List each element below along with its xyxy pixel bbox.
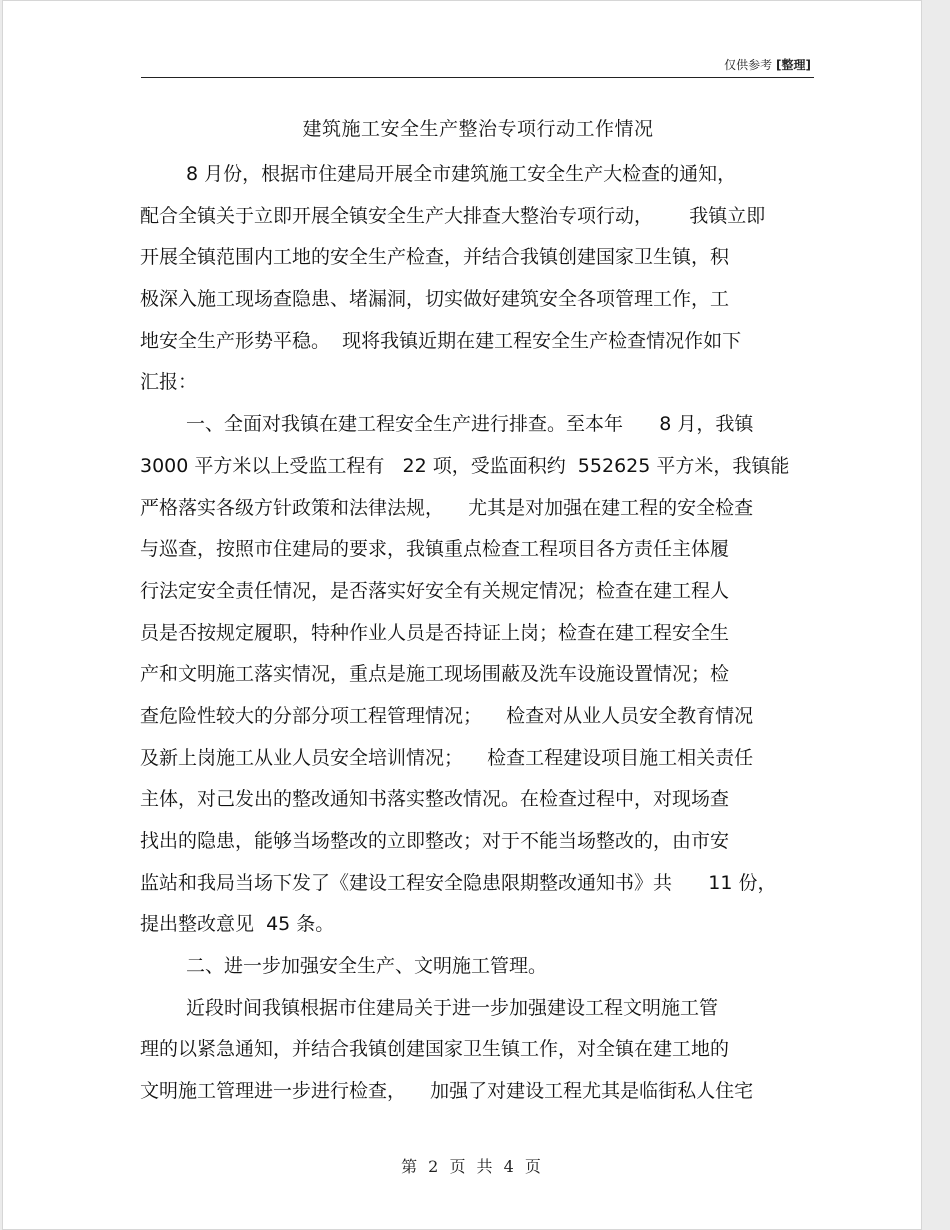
body-line: 员是否按规定履职，特种作业人员是否持证上岗；检查在建工程安全生 (140, 621, 730, 644)
body-line: 3000 平方米以上受监工程有 22 项，受监面积约 552625 平方米，我镇能 (140, 454, 790, 477)
body-line: 配合全镇关于立即开展全镇安全生产大排查大整治专项行动， 我镇立即 (140, 204, 766, 227)
body-line: 近段时间我镇根据市住建局关于进一步加强建设工程文明施工管 (186, 996, 719, 1019)
body-line: 找出的隐患，能够当场整改的立即整改；对于不能当场整改的，由市安 (140, 830, 730, 852)
body-line: 主体，对己发出的整改通知书落实整改情况。在检查过程中，对现场查 (140, 788, 730, 811)
body-line: 提出整改意见 45 条。 (140, 913, 335, 936)
header-note-text: 仅供参考 (724, 58, 773, 72)
body-line: 监站和我局当场下发了《建设工程安全隐患限期整改通知书》共 11 份， (140, 871, 777, 894)
document-body (140, 154, 820, 1113)
header-tag: [整理] (776, 58, 811, 72)
body-line: 极深入施工现场查隐患、堵漏洞，切实做好建筑安全各项管理工作，工 (140, 288, 730, 311)
body-line: 产和文明施工落实情况，重点是施工现场围蔽及洗车设施设置情况；检 (140, 663, 730, 686)
body-line: 及新上岗施工从业人员安全培训情况； 检查工程建设项目施工相关责任 (140, 746, 754, 769)
body-line: 汇报： (140, 371, 198, 394)
body-line: 与巡查，按照市住建局的要求，我镇重点检查工程项目各方责任主体履 (140, 538, 730, 561)
page-footer: 第 2 页 共 4 页 (401, 1157, 541, 1176)
body-line: 行法定安全责任情况，是否落实好安全有关规定情况；检查在建工程人 (140, 579, 730, 602)
body-line: 查危险性较大的分部分项工程管理情况； 检查对从业人员安全教育情况 (140, 704, 754, 727)
body-line: 二、进一步加强安全生产、文明施工管理。 (186, 955, 548, 978)
body-line: 文明施工管理进一步进行检查， 加强了对建设工程尤其是临街私人住宅 (140, 1080, 754, 1103)
body-line: 8 月份，根据市住建局开展全市建筑施工安全生产大检查的通知， (186, 163, 737, 185)
header-rule (141, 77, 814, 78)
header-note (724, 56, 811, 73)
body-line: 一、全面对我镇在建工程安全生产进行排查。至本年 8 月，我镇 (186, 413, 754, 436)
body-line: 地安全生产形势平稳。 现将我镇近期在建工程安全生产检查情况作如下 (140, 329, 742, 352)
body-line: 理的以紧急通知，并结合我镇创建国家卫生镇工作，对全镇在建工地的 (140, 1038, 730, 1061)
body-line: 严格落实各级方针政策和法律法规， 尤其是对加强在建工程的安全检查 (140, 496, 754, 519)
body-line: 开展全镇范围内工地的安全生产检查，并结合我镇创建国家卫生镇，积 (140, 246, 730, 269)
document-title: 建筑施工安全生产整治专项行动工作情况 (302, 118, 654, 140)
